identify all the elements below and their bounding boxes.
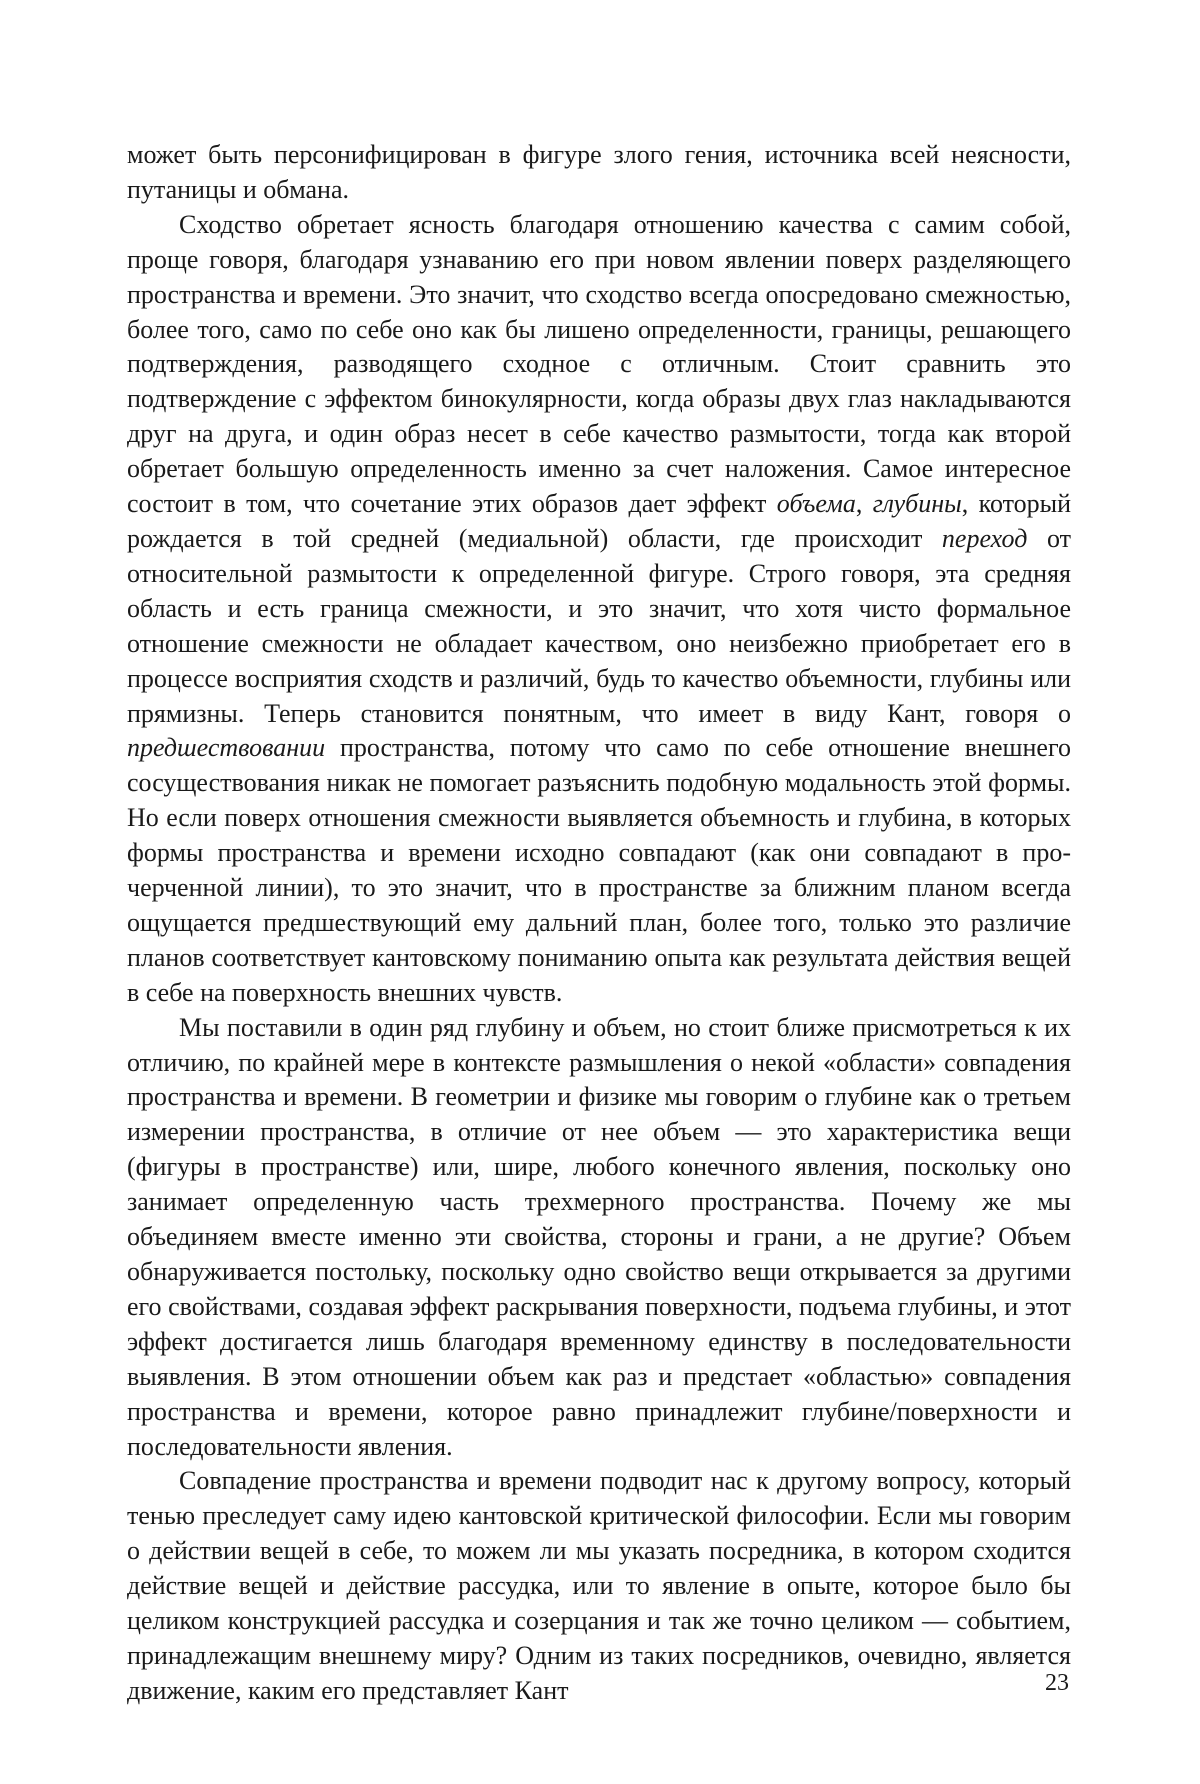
emphasis-text: предшествовании — [127, 733, 326, 763]
emphasis-text: глубины — [872, 489, 962, 519]
page-number: 23 — [1045, 1670, 1069, 1696]
paragraph-2: Сходство обретает ясность благодаря отношению качества с самим собой, проще говоря, благодаря узнаванию его при новом явлении поверх разделяющего пространства и времени. Это значит, что сходство всегда опосредовано смежностью, более того, само по себе оно как бы лишено определенности, границы, решающего подтверждения, разводящего сходное с отличным. Стоит сравнить это подтверждение с эффектом бинокулярности, когда образы двух глаз накладываются друг на друга, и один образ несет в себе качество размытости, тогда как второй обретает большую определенность именно за счет наложения. Самое интересное состоит в том, что сочетание этих образов дает эффект объема, глубины, который рождается в той средней (медиальной) области, где происходит переход от относительной размытости к определенной фигуре. Строго говоря, эта средняя область и есть граница смежности, и это значит, что хотя чисто формальное отношение смежности не обладает качеством, оно неизбежно приобретает его в процессе восприятия сходств и различий, будь то качество объемности, глубины или прямизны. Теперь становится понятным, что имеет в виду Кант, говоря о предшествовании пространства, потому что само по себе отношение внешнего сосуществования никак не помогает разъяснить подобную модальность этой формы. Но если поверх отношения смежности выявляется объемность и глубина, в которых формы пространства и времени исходно совпадают (как они совпадают в прочерченной линии), то это значит, что в пространстве за ближним планом всегда ощущается предшествующий ему дальний план, более того, только это различие планов соответствует кантовскому пониманию опыта как результата действия вещей в себе на поверхность внешних чувств. — [127, 209, 1072, 1007]
paragraph-1: может быть персонифицирован в фигуре злого гения, источника всей неясности, путаницы и обмана. — [127, 140, 1071, 204]
emphasis-text: объема — [776, 489, 856, 519]
emphasis-text: переход — [941, 523, 1028, 553]
page-body — [127, 138, 1071, 1709]
paragraph-4: Совпадение пространства и времени подводит нас к другому вопросу, который тенью преследует саму идею кантовской критической философии. Если мы говорим о действии вещей в себе, то можем ли мы указать посредника, в котором сходится действие вещей и действие рассудка, или то явление в опыте, которое было бы целиком конструкцией рассудка и созерцания и так же точно целиком — событием, принадлежащим внешнему миру? Одним из таких посредников, очевидно, является движение, каким его представляет Кант — [127, 1466, 1071, 1705]
paragraph-3: Мы поставили в один ряд глубину и объем, но стоит ближе присмотреться к их отличию, по крайней мере в контексте размышления о некой «области» совпадения пространства и времени. В геометрии и физике мы говорим о глубине как о третьем измерении пространства, в отличие от нее объем — это характеристика вещи (фигуры в пространстве) или, шире, любого конечного явления, поскольку оно занимает определенную часть трехмерного пространства. Почему же мы объединяем вместе именно эти свойства, стороны и грани, а не другие? Объем обнаруживается постольку, поскольку одно свойство вещи открывается за другими его свойствами, создавая эффект раскрывания поверхности, подъема глубины, и этот эффект достигается лишь благодаря временному единству в последовательности выявления. В этом отношении объем как раз и предстает «областью» совпадения пространства и времени, которое равно принадлежит глубине/поверхности и последовательности явления. — [127, 1012, 1071, 1461]
